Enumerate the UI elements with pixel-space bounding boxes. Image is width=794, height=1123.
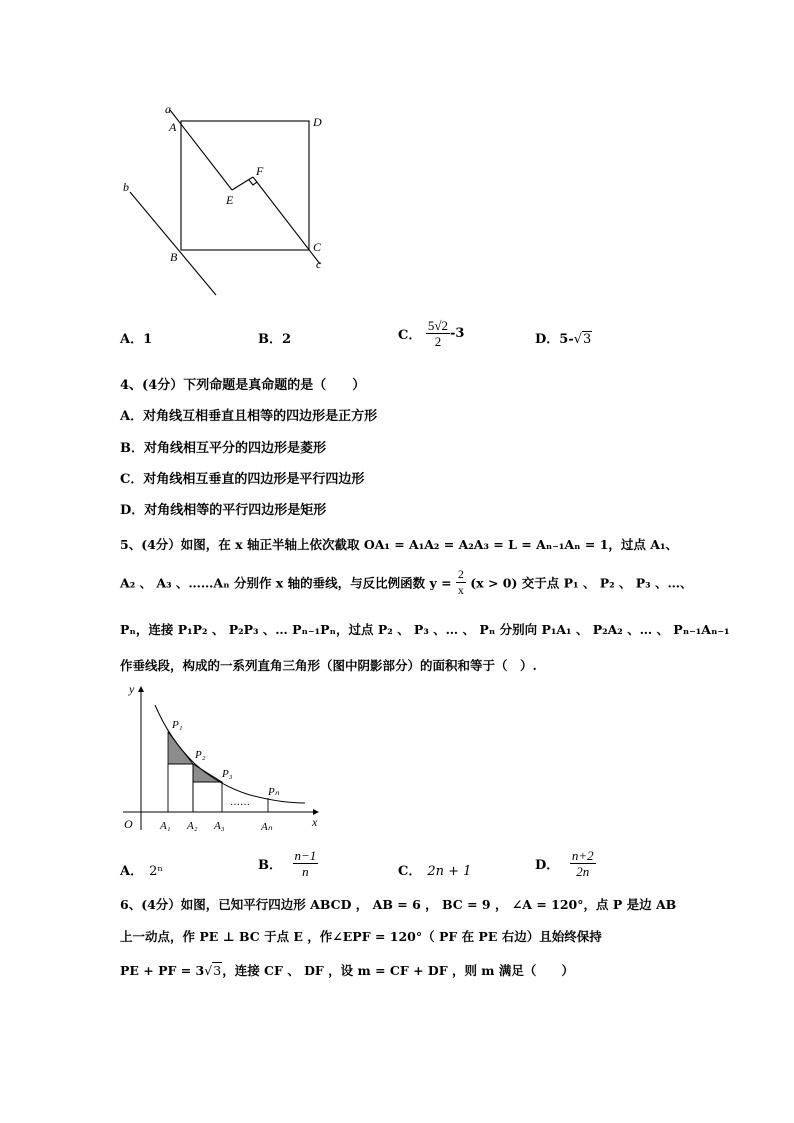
label-P1: P₁ [172, 719, 183, 731]
q5-function-graph [115, 680, 330, 840]
q4-option-a[interactable]: A．对角线互相垂直且相等的四边形是正方形 [120, 409, 378, 424]
line-b [130, 192, 216, 295]
q3-option-a[interactable]: A．1 [120, 332, 153, 347]
segment-EF [232, 177, 253, 190]
label-A3: A₃ [214, 820, 225, 832]
label-b: b [123, 180, 129, 194]
label-A1: A₁ [160, 820, 171, 832]
q5-stem-line3: Pₙ，连接 P₁P₂ 、 P₂P₃ 、… Pₙ₋₁Pₙ，过点 P₂ 、 P₃ 、… 、 Pₙ 分别向 P₁A₁ 、 P₂A₂ 、… 、 Pₙ₋₁Aₙ₋₁ [120, 622, 730, 637]
label-y: y [129, 682, 135, 696]
q5-option-c[interactable]: C． 2n + 1 [398, 864, 472, 879]
rect-A2 [193, 782, 222, 812]
label-E: E [226, 193, 234, 207]
geometry-figure-square [110, 95, 340, 310]
label-dots: …… [230, 797, 250, 808]
q3-option-c[interactable]: C． $\frac{5√2}{2}$ -3 [398, 318, 465, 349]
label-O: O [124, 817, 133, 831]
q6-stem-line2: 上一动点，作 PE ⊥ BC 于点 E ，作∠EPF = 120°（ PF 在 PE 右边）且始终保持 [120, 929, 602, 944]
label-P3: P₃ [222, 768, 233, 780]
shaded-triangle-2 [193, 764, 222, 782]
label-B: B [170, 250, 178, 264]
label-A2: A₂ [187, 820, 198, 832]
line-a [170, 110, 232, 190]
label-An: Aₙ [261, 821, 273, 833]
rect-A1 [168, 764, 193, 812]
q5-option-d[interactable]: D． $\frac{n+2}{2n}$ [535, 848, 594, 879]
q5-option-a[interactable]: A． 2ⁿ [120, 864, 163, 879]
q5-stem-line2: A₂ 、 A₃ 、……Aₙ 分别作 x 轴的垂线，与反比例函数 y = $\frac{2}{x}$ (x > 0) 交于点 P₁ 、 P₂ 、 P₃ 、…、 [120, 567, 693, 597]
label-F: F [256, 164, 264, 178]
q6-stem-line1: 6、(4分）如图，已知平行四边形 ABCD ， AB = 6 ， BC = 9 ， ∠A = 120°，点 P 是边 AB [120, 897, 677, 912]
label-A: A [169, 120, 177, 134]
line-c [253, 177, 320, 264]
q3-option-d[interactable]: D．5-√3 [535, 332, 592, 347]
q5-option-b[interactable]: B． $\frac{n-1}{n}$ [258, 848, 317, 879]
q4-option-d[interactable]: D．对角线相等的平行四边形是矩形 [120, 503, 327, 518]
label-P2: P₂ [195, 749, 206, 761]
q3-option-b[interactable]: B．2 [258, 332, 292, 347]
q4-option-c[interactable]: C．对角线相互垂直的四边形是平行四边形 [120, 472, 365, 487]
label-x: x [312, 815, 318, 829]
q4-option-b[interactable]: B．对角线相互平分的四边形是菱形 [120, 441, 326, 456]
q5-stem-line4: 作垂线段，构成的一系列直角三角形（图中阴影部分）的面积和等于（ ）. [120, 658, 537, 673]
label-D: D [313, 115, 322, 129]
label-a: a [165, 102, 171, 116]
label-C: C [313, 240, 322, 254]
label-Pn: Pₙ [268, 786, 280, 798]
square-ABCD [181, 121, 309, 250]
label-c: c [316, 257, 322, 271]
q6-stem-line3: PE + PF = 3√3，连接 CF 、 DF ，设 m = CF + DF ，则 m 满足（ ） [120, 963, 574, 978]
q5-stem-line1: 5、(4分）如图，在 x 轴正半轴上依次截取 OA₁ = A₁A₂ = A₂A₃ = L = Aₙ₋₁Aₙ = 1，过点 A₁、 [120, 537, 678, 552]
q4-stem: 4、(4分）下列命题是真命题的是（ ） [120, 378, 366, 393]
